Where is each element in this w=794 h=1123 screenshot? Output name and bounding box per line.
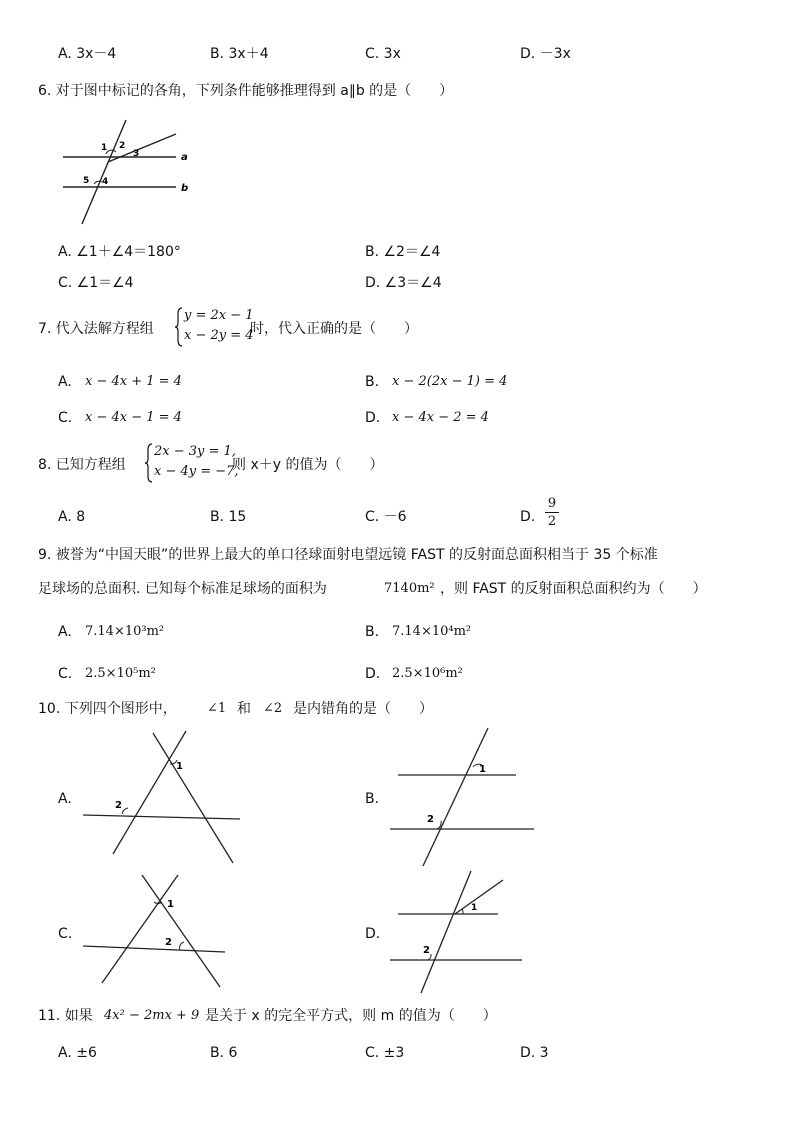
q8-option-a: A. 8 (58, 509, 86, 525)
q10-stem-post: 是内错角的是（ ） (293, 701, 433, 717)
fig-label-b: b (181, 183, 189, 194)
q6-figure (58, 112, 198, 227)
q6-option-b: B. ∠2＝∠4 (365, 244, 441, 260)
q9-option-d-label: D. (365, 666, 381, 682)
q8-eq2: x − 4y = −7, (154, 464, 239, 479)
q9-area-value: 7140m² (384, 581, 435, 596)
q10-option-c-label: C. (58, 926, 73, 942)
q8-equation-system (144, 442, 239, 484)
fig-label-2: 2 (427, 814, 434, 825)
angle-arc (94, 181, 102, 184)
q11-option-c: C. ±3 (365, 1045, 405, 1061)
q8-option-b: B. 15 (210, 509, 247, 525)
q8-stem-pre: 8. 已知方程组 (38, 457, 126, 473)
q6-option-c: C. ∠1＝∠4 (58, 275, 134, 291)
fig-label-a: a (181, 152, 188, 163)
q8-stem-post: 则 x＋y 的值为（ ） (232, 457, 384, 473)
q10-figure-b (385, 725, 540, 870)
q6-stem: 6. 对于图中标记的各角，下列条件能够推理得到 a∥b 的是（ ） (38, 83, 454, 99)
q9-option-b-label: B. (365, 624, 380, 640)
q7-option-d: x − 4x − 2 = 4 (392, 410, 489, 425)
q7-equation-system (174, 306, 254, 348)
q10-angle2: ∠2 (263, 701, 283, 716)
fig-label-1: 1 (101, 143, 108, 153)
fig-label-5: 5 (83, 176, 90, 186)
q11-stem-post: 是关于 x 的完全平方式，则 m 的值为（ ） (205, 1008, 497, 1024)
q8-option-d-fraction (545, 496, 559, 529)
fig-label-3: 3 (133, 149, 140, 159)
fraction-denominator: 2 (547, 514, 557, 529)
q7-eq1: y = 2x − 1 (184, 308, 254, 323)
q8-eq1: 2x − 3y = 1, (154, 444, 236, 459)
q10-figure-c (80, 872, 230, 990)
q5-option-c: C. 3x (365, 46, 401, 62)
q7-option-d-label: D. (365, 410, 381, 426)
q9-option-c: 2.5×10⁵m² (85, 666, 156, 681)
q7-option-c-label: C. (58, 410, 73, 426)
q7-option-b: x − 2(2x − 1) = 4 (392, 374, 508, 389)
q10-figure-d (385, 868, 535, 996)
fig-label-2: 2 (165, 937, 172, 948)
fig-label-1: 1 (176, 761, 183, 772)
q10-angle1: ∠1 (207, 701, 227, 716)
fig-label-4: 4 (102, 177, 109, 187)
fig-label-2: 2 (119, 141, 126, 151)
transversal-1 (82, 120, 126, 224)
fig-label-1: 1 (479, 764, 486, 775)
q5-option-b: B. 3x＋4 (210, 46, 269, 62)
q9-option-c-label: C. (58, 666, 73, 682)
q9-option-a: 7.14×10³m² (85, 624, 165, 639)
q9-option-d: 2.5×10⁶m² (392, 666, 463, 681)
q9-stem-line2-pre: 足球场的总面积. 已知每个标准足球场的面积为 (38, 581, 327, 597)
q11-option-a: A. ±6 (58, 1045, 97, 1061)
fraction-bar (545, 512, 559, 513)
brace-icon (144, 442, 154, 484)
q7-option-a: x − 4x + 1 = 4 (85, 374, 182, 389)
q7-option-a-label: A. (58, 374, 72, 390)
q9-option-b: 7.14×10⁴m² (392, 624, 472, 639)
q10-and: 和 (237, 701, 251, 717)
q10-figure-a (80, 728, 245, 868)
angle-arc (106, 150, 116, 154)
q7-eq2: x − 2y = 4 (184, 328, 254, 343)
fraction-numerator: 9 (547, 496, 557, 511)
q11-expression: 4x² − 2mx + 9 (104, 1008, 200, 1023)
q5-option-a: A. 3x－4 (58, 46, 117, 62)
brace-icon (174, 306, 184, 348)
fig-label-2: 2 (423, 945, 430, 956)
q7-option-c: x − 4x − 1 = 4 (85, 410, 182, 425)
q10-option-a-label: A. (58, 791, 72, 807)
q6-option-a: A. ∠1＋∠4＝180° (58, 244, 181, 260)
q10-option-b-label: B. (365, 791, 380, 807)
fig-label-1: 1 (167, 899, 174, 910)
q5-option-d: D. －3x (520, 46, 571, 62)
fig-label-1: 1 (471, 903, 478, 913)
q11-option-d: D. 3 (520, 1045, 549, 1061)
q10-stem-pre: 10. 下列四个图形中， (38, 701, 177, 717)
q6-option-d: D. ∠3＝∠4 (365, 275, 442, 291)
q7-option-b-label: B. (365, 374, 380, 390)
q7-stem-post: 时，代入正确的是（ ） (250, 321, 418, 337)
q10-option-d-label: D. (365, 926, 381, 942)
q8-option-c: C. －6 (365, 509, 407, 525)
q9-stem-line2-post: ，则 FAST 的反射面积总面积约为（ ） (440, 581, 707, 597)
q8-option-d-label: D. (520, 509, 536, 525)
fig-label-2: 2 (115, 800, 122, 811)
q7-stem-pre: 7. 代入法解方程组 (38, 321, 154, 337)
q9-stem-line1: 9. 被誉为“中国天眼”的世界上最大的单口径球面射电望远镜 FAST 的反射面总面积相当于 35 个标准 (38, 547, 658, 563)
q11-stem-pre: 11. 如果 (38, 1008, 93, 1024)
q9-option-a-label: A. (58, 624, 72, 640)
q11-option-b: B. 6 (210, 1045, 238, 1061)
